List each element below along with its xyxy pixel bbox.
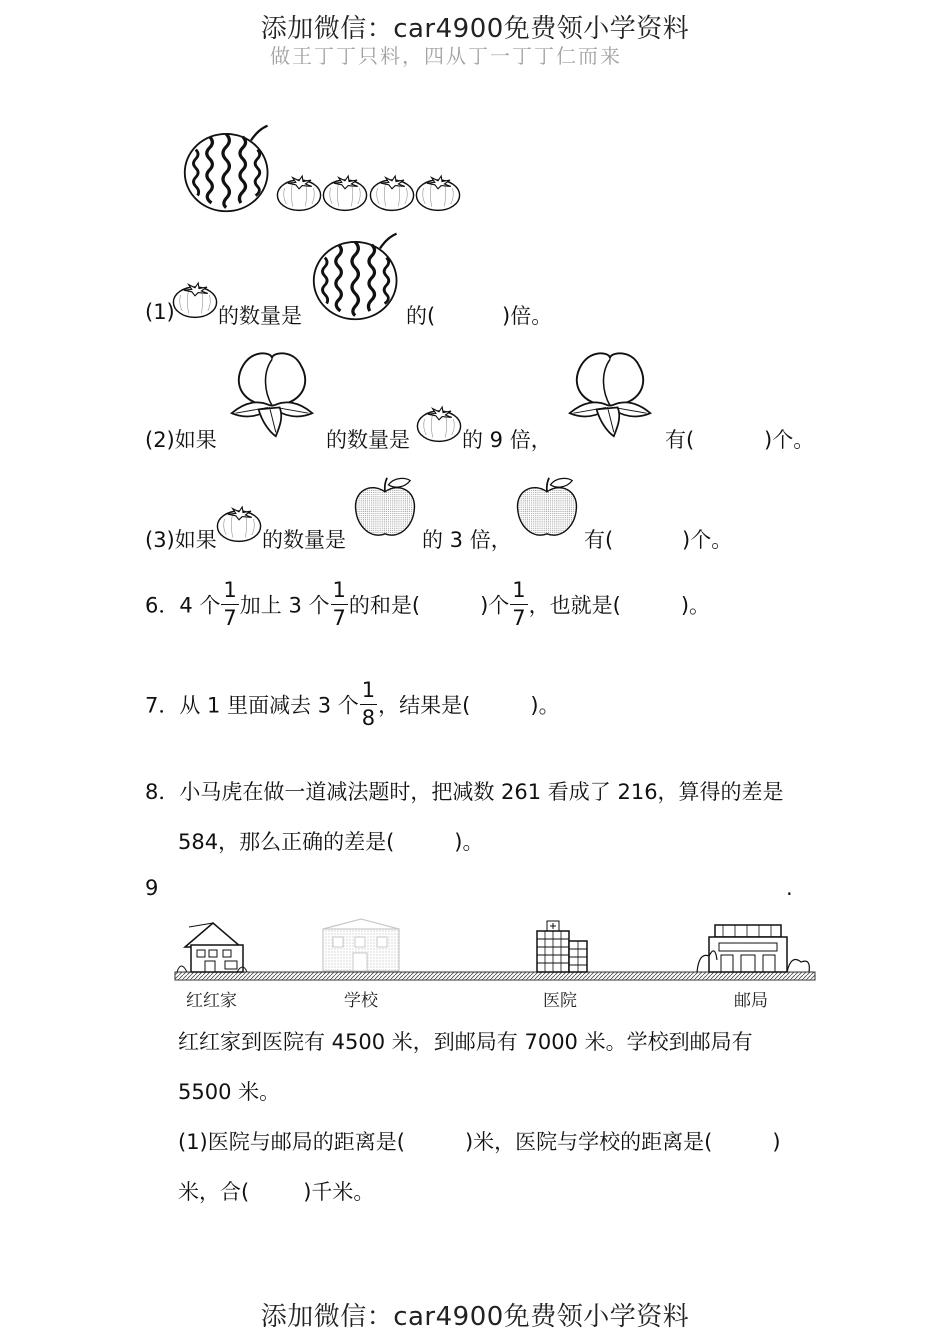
fraction-numerator: 1 [360, 680, 377, 705]
q9-sub1-line-2 [178, 1176, 374, 1206]
q5-2-end1: 有( [665, 428, 695, 452]
tomato-icon [275, 171, 323, 213]
q5-1-after: 的( [406, 304, 436, 328]
tomato-icon [415, 402, 463, 444]
q5-3-prefix: (3)如果 [145, 528, 217, 552]
peach-icon [218, 346, 326, 442]
q9-sub1-e: )千米。 [303, 1180, 375, 1204]
fraction [510, 580, 527, 629]
fraction-numerator: 1 [221, 580, 238, 605]
q5-2-mid: 的数量是 [326, 428, 410, 452]
q9-number: 9 [145, 876, 159, 900]
fraction-denominator: 7 [512, 606, 526, 630]
fraction-denominator: 8 [361, 706, 376, 730]
place-label-post-office: 邮局 [734, 991, 768, 1011]
apple-icon [512, 474, 582, 546]
q8-text-2b: )。 [454, 830, 484, 854]
place-label-hospital: 医院 [543, 991, 577, 1011]
q9-sub1-c: ) [772, 1130, 781, 1154]
q8-text-2a: 584，那么正确的差是( [178, 830, 395, 854]
watermelon-icon [178, 122, 278, 214]
q5-1-prefix: (1) [145, 300, 175, 324]
q8-line-2 [178, 826, 483, 856]
q9-dot: . [786, 876, 793, 900]
q5-3-end2: )个。 [682, 528, 733, 552]
place-label-school: 学校 [344, 991, 378, 1011]
q7-text-3: )。 [530, 693, 560, 718]
header-watermark: 添加微信：car4900免费领小学资料 [260, 14, 690, 44]
q6-text-1: 6．4 个 [145, 593, 221, 618]
place-label-home: 红红家 [186, 991, 237, 1011]
q9-sub1-a: (1)医院与邮局的距离是( [178, 1130, 405, 1154]
q5-3-after: 的 3 倍， [422, 528, 512, 552]
q9-sub1-b: )米，医院与学校的距离是( [464, 1130, 713, 1154]
q8-line-1: 8．小马虎在做一道减法题时，把减数 261 看成了 216，算得的差是 [145, 780, 784, 804]
q5-1-mid: 的数量是 [218, 304, 302, 328]
fraction-denominator: 7 [332, 606, 346, 630]
q6-text-2: 加上 3 个 [239, 593, 330, 618]
header-ghost-text: 做王丁丁只料，四从丁一丁丁仁而来 [270, 44, 622, 68]
q6-text-5: ，也就是( [528, 593, 621, 618]
tomato-icon [215, 502, 263, 544]
tomato-icon [171, 278, 219, 320]
apple-icon [350, 474, 420, 546]
hospital-icon [537, 921, 587, 972]
house-icon [177, 923, 247, 972]
peach-icon [556, 346, 664, 442]
q5-1-end: )倍。 [502, 304, 553, 328]
q5-3-mid: 的数量是 [262, 528, 346, 552]
q5-2-after: 的 9 倍， [462, 428, 552, 452]
q7-text-1: 7．从 1 里面减去 3 个 [145, 693, 359, 718]
q9-text-line-1: 红红家到医院有 4500 米，到邮局有 7000 米。学校到邮局有 [178, 1030, 753, 1054]
fraction-numerator: 1 [510, 580, 527, 605]
q5-3-end1: 有( [584, 528, 614, 552]
q9-sub1-d: 米，合( [178, 1180, 250, 1204]
tomato-icon [414, 171, 462, 213]
fraction-numerator: 1 [331, 580, 348, 605]
watermelon-icon [308, 230, 406, 322]
q9-sub1-line-1 [178, 1126, 781, 1156]
fraction [360, 680, 377, 729]
fraction [331, 580, 348, 629]
q6-text-3: 的和是( [348, 593, 421, 618]
footer-watermark: 添加微信：car4900免费领小学资料 [260, 1302, 690, 1332]
q7-text-2: ，结果是( [378, 693, 471, 718]
q6-text-4: )个 [480, 593, 510, 618]
school-icon [323, 919, 399, 971]
question-7 [145, 678, 560, 731]
q6-text-6: )。 [680, 593, 711, 618]
tomato-icon [321, 171, 369, 213]
tomato-icon [368, 171, 416, 213]
q9-text-line-2: 5500 米。 [178, 1080, 281, 1104]
q5-2-end2: )个。 [764, 428, 815, 452]
post-office-icon [697, 925, 809, 972]
question-6 [145, 578, 711, 631]
road-diagram [175, 915, 820, 985]
q5-2-prefix: (2)如果 [145, 428, 217, 452]
fraction-denominator: 7 [223, 606, 237, 630]
fraction [221, 580, 238, 629]
